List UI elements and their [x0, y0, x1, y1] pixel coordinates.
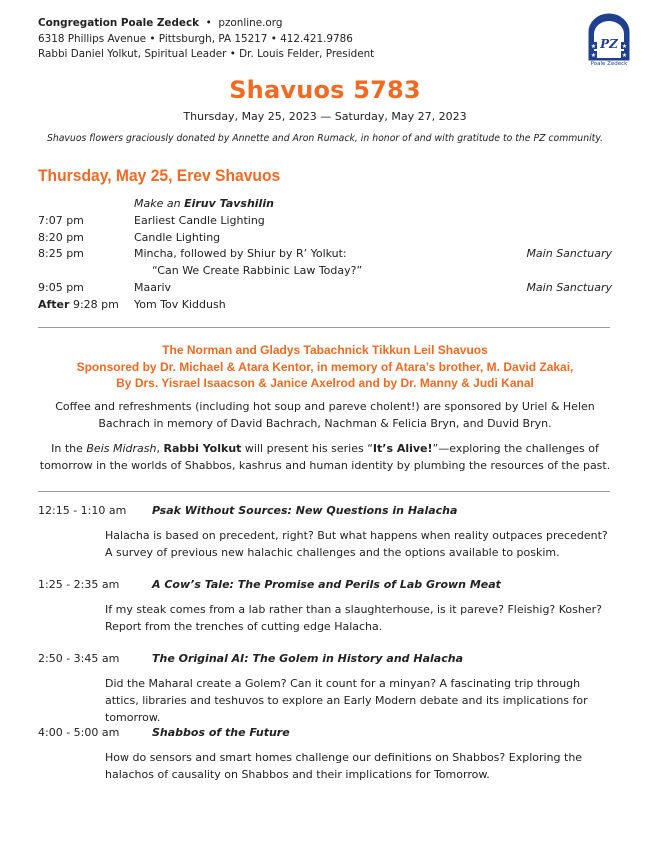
eiruv-note: Make an Eiruv Tavshilin [134, 197, 274, 210]
address-line: 6318 Phillips Avenue • Pittsburgh, PA 15217 • 412.421.9786 [38, 32, 353, 45]
erev-shavuos-heading: Thursday, May 25, Erev Shavuos [38, 166, 281, 185]
schedule-row [38, 196, 614, 213]
refreshments-note: Coffee and refreshments (including hot soup and pareve cholent!) are sponsored by Uriel & Helen Bachrach in memory of David Bachrach, Nachman & Felicia Bryn, and Duvid Bryn. [55, 400, 595, 430]
session-title: Psak Without Sources: New Questions in Halacha [152, 504, 458, 517]
session-time: 2:50 - 3:45 am [38, 652, 120, 665]
tikkun-sponsors [0, 342, 650, 392]
series-intro: In the Beis Midrash, Rabbi Yolkut will present his series “It’s Alive!”—exploring the challenges of tomorrow in the worlds of Shabbos, kashrus and human identity by plumbing the resources of the past. [39, 442, 611, 472]
svg-text:★: ★ [621, 43, 628, 50]
svg-text:★: ★ [621, 52, 628, 59]
session-desc: Did the Maharal create a Golem? Can it count for a minyan? A fascinating trip through attics, libraries and teshuvos to explore an Early Modern debate and its implications for tomorrow. [105, 677, 588, 724]
divider [38, 327, 610, 328]
leadership-line: Rabbi Daniel Yolkut, Spiritual Leader • Dr. Louis Felder, President [38, 48, 375, 60]
session-time: 12:15 - 1:10 am [38, 504, 127, 517]
erev-schedule [38, 196, 614, 314]
row-time: 9:05 pm [38, 280, 84, 294]
session-title: A Cow’s Tale: The Promise and Perils of Lab Grown Meat [152, 578, 501, 591]
divider [38, 491, 610, 492]
row-location: Main Sanctuary [526, 280, 612, 294]
row-desc: Earliest Candle Lighting [134, 213, 265, 227]
date-range: Thursday, May 25, 2023 — Saturday, May 27, 2023 [183, 110, 467, 123]
sponsor-line: Sponsored by Dr. Michael & Atara Kentor, in memory of Atara’s brother, M. David Zakai, [76, 359, 574, 374]
row-desc: Candle Lighting [134, 230, 221, 244]
schedule-row [38, 213, 614, 230]
series-name: It’s Alive! [372, 442, 433, 455]
row-time: After 9:28 pm [38, 297, 119, 311]
svg-text:★: ★ [590, 52, 597, 59]
org-name: Congregation Poale Zedeck [38, 17, 200, 29]
row-time: 7:07 pm [38, 213, 84, 227]
letterhead: Congregation Poale Zedeck • pzonline.org 6318 Phillips Avenue • Pittsburgh, PA 15217 • 412.421.9786 Rabbi Daniel Yolkut, Spiritual Leader • Dr. Louis Felder, President [38, 16, 374, 63]
session-desc: How do sensors and smart homes challenge our definitions on Shabbos? Exploring the halachos of causality on Shabbos and their implications for Tomorrow. [105, 751, 583, 781]
logo-caption: Poale Zedeck [590, 61, 628, 66]
flowers-note: Shavuos flowers graciously donated by Annette and Aron Rumack, in honor of and with gratitude to the PZ community. [46, 133, 604, 144]
schedule-row [38, 263, 614, 280]
row-desc: Mincha, followed by Shiur by R’ Yolkut: [134, 247, 347, 261]
website-link[interactable]: pzonline.org [218, 17, 283, 29]
pz-logo-icon [585, 12, 633, 66]
schedule-row [38, 246, 614, 263]
page-title: Shavuos 5783 [229, 76, 421, 104]
shiur-title: “Can We Create Rabbinic Law Today?” [152, 264, 363, 278]
svg-text:★: ★ [590, 43, 597, 50]
row-desc: Yom Tov Kiddush [134, 297, 226, 311]
session-desc: Halacha is based on precedent, right? But what happens when reality outpaces precedent? A survey of previous new halachic challenges and the options available to poskim. [105, 529, 608, 559]
schedule-row [38, 230, 614, 247]
session-desc: If my steak comes from a lab rather than a slaughterhouse, is it pareve? Fleishig? Kosher? Report from the trenches of cutting edge Halacha. [105, 603, 602, 633]
session-time: 1:25 - 2:35 am [38, 578, 120, 591]
rabbi-name: Rabbi Yolkut [163, 442, 242, 455]
row-desc: Maariv [134, 280, 172, 294]
session-title: The Original AI: The Golem in History and Halacha [152, 652, 463, 665]
logo-mark: PZ [600, 37, 618, 51]
schedule-row [38, 280, 614, 297]
logo-hebrew: תפלה [602, 22, 616, 28]
session-time: 4:00 - 5:00 am [38, 726, 120, 739]
row-time: 8:25 pm [38, 247, 84, 261]
session-title: Shabbos of the Future [152, 726, 290, 739]
eiruv-term: Eiruv Tavshilin [184, 197, 274, 210]
row-location: Main Sanctuary [526, 247, 612, 261]
sponsor-line: By Drs. Yisrael Isaacson & Janice Axelrod and by Dr. Manny & Judi Kanal [116, 376, 534, 390]
row-time: 8:20 pm [38, 230, 84, 244]
tikkun-title: The Norman and Gladys Tabachnick Tikkun Leil Shavuos [162, 343, 488, 357]
schedule-row [38, 297, 614, 314]
